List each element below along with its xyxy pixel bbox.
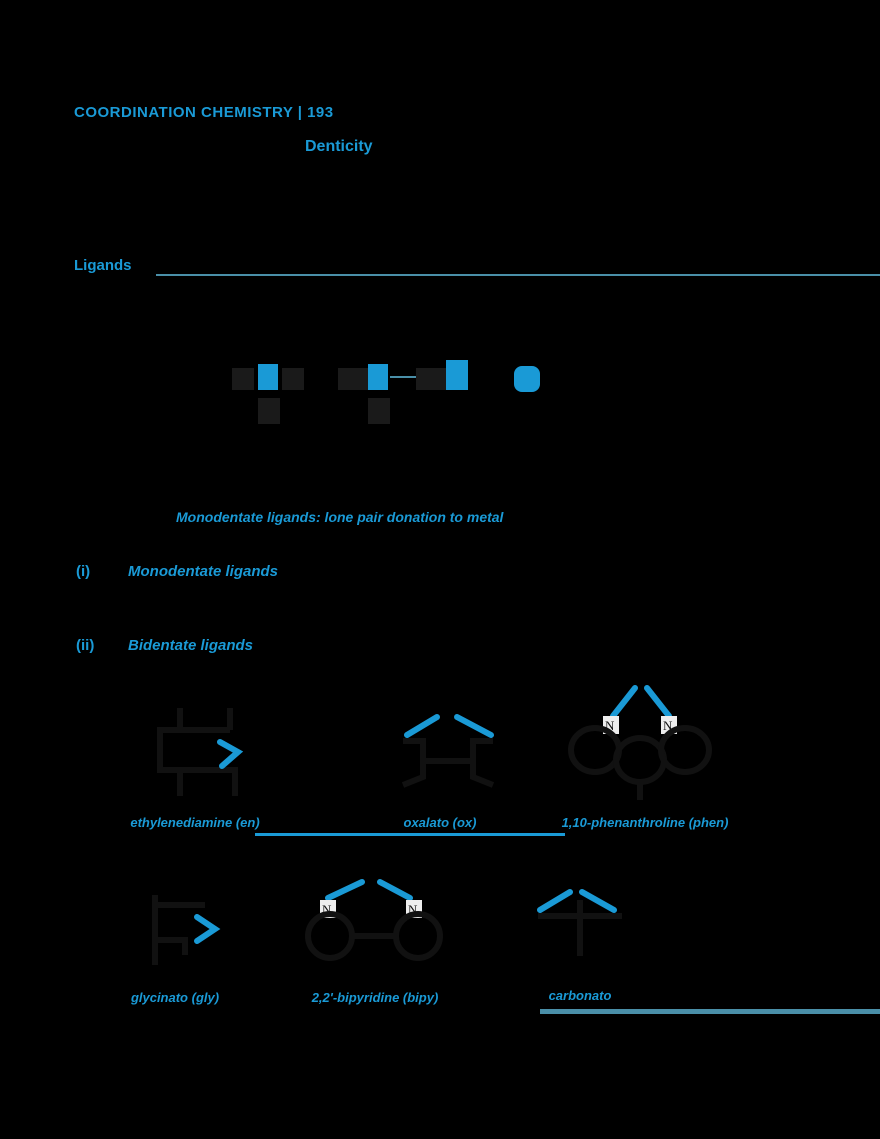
bipyridine-structure-icon (300, 870, 450, 970)
carbonate-structure-icon (530, 880, 630, 960)
monodentate-structures-icon (230, 360, 560, 430)
ligand-label-ox: oxalato (ox) (403, 815, 477, 830)
running-head: COORDINATION CHEMISTRY | 193 (74, 104, 334, 121)
ligand-label-bipy: 2,2'-bipyridine (bipy) (311, 990, 439, 1005)
svg-text:N: N (322, 902, 332, 917)
divider-line (255, 833, 565, 836)
ligand-label-phen: 1,10-phenanthroline (phen) (561, 815, 729, 830)
topic-title: Denticity (305, 138, 373, 155)
ligand-label-en: ethylenediamine (en) (130, 815, 260, 830)
section-heading: Ligands (74, 257, 132, 274)
list-number: (i) (76, 563, 91, 580)
section-rule (156, 274, 880, 276)
svg-text:N: N (663, 718, 673, 733)
ligand-label-carbonato: carbonato (548, 988, 612, 1003)
glycinate-structure-icon (135, 885, 235, 980)
list-number: (ii) (76, 637, 95, 654)
phenanthroline-structure-icon (565, 680, 715, 810)
ethylenediamine-structure-icon (150, 700, 250, 810)
oxalate-structure-icon (395, 705, 505, 795)
figure-caption: Monodentate ligands: lone pair donation to metal (176, 509, 504, 525)
ligand-label-gly: glycinato (gly) (130, 990, 220, 1005)
svg-text:N: N (408, 902, 418, 917)
svg-text:N: N (605, 718, 615, 733)
monodentate-figure (230, 360, 560, 430)
bottom-rule (540, 1009, 880, 1014)
list-label: Monodentate ligands (128, 563, 278, 580)
list-label: Bidentate ligands (128, 637, 254, 654)
